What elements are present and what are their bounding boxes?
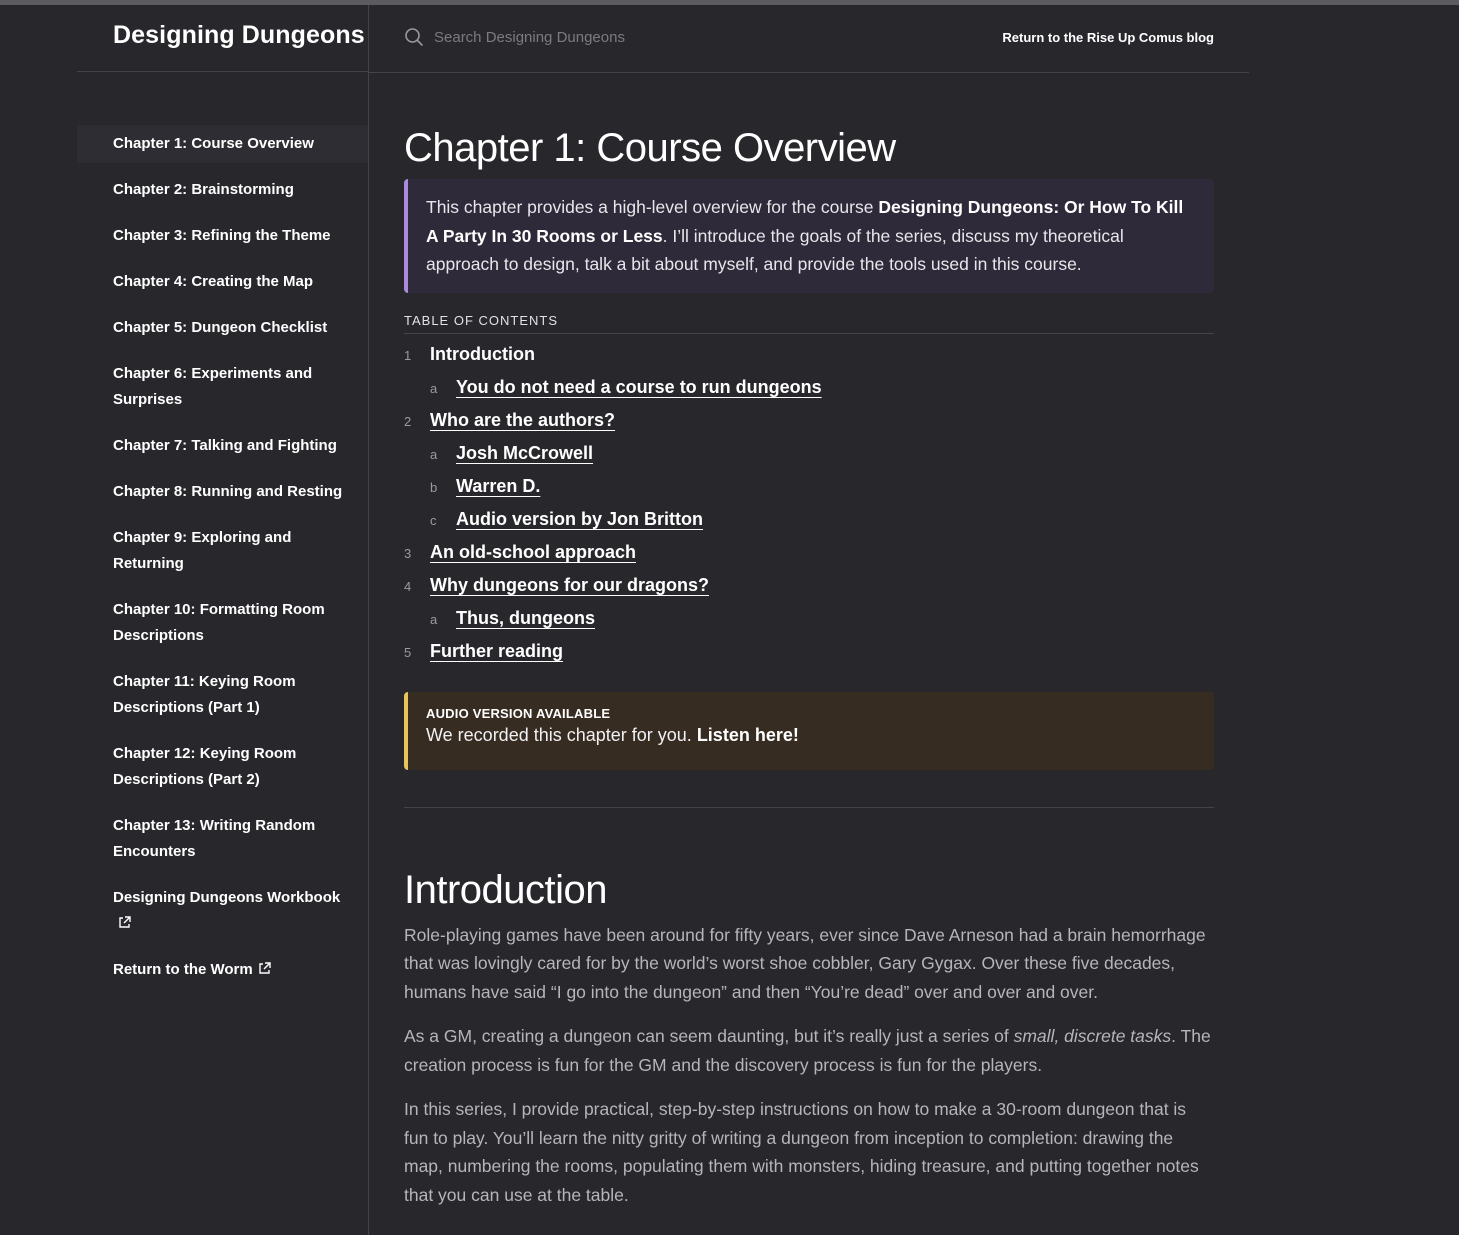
intro-text-post: . I’ll introduce the goals of the series, discuss my theoretical approach to design, talk a bit about myself, and provide the tools used in this course. (426, 225, 1124, 274)
toc-row (404, 509, 1214, 542)
toc-number: 1 (404, 347, 412, 363)
p2-post: . The creation process is fun for the GM and the discovery process is fun for the players. (404, 1026, 1211, 1075)
sidebar-item[interactable] (77, 807, 368, 871)
sidebar-item[interactable] (77, 427, 368, 465)
sidebar-item[interactable] (77, 355, 368, 419)
sidebar-item-label: Chapter 2: Brainstorming (113, 181, 294, 198)
return-to-blog-link[interactable]: Return to the Rise Up Comus blog (1002, 30, 1214, 45)
toc-link[interactable]: Warren D. (456, 475, 541, 496)
main-content (404, 120, 1214, 1209)
sidebar-item-label: Chapter 5: Dungeon Checklist (113, 319, 328, 336)
sidebar-item-label: Designing Dungeons Workbook (113, 889, 341, 906)
sidebar-item[interactable] (77, 171, 368, 209)
toc-heading: TABLE OF CONTENTS (404, 313, 1214, 334)
intro-paragraph-2 (404, 1022, 1214, 1079)
toc-link[interactable]: You do not need a course to run dungeons (456, 376, 822, 397)
top-header (369, 5, 1249, 73)
sidebar-item[interactable] (77, 735, 368, 799)
toc-link[interactable]: Who are the authors? (430, 409, 616, 430)
search-bar[interactable] (404, 27, 836, 47)
intro-paragraph-3: In this series, I provide practical, step-by-step instructions on how to make a 30-room dungeon that is fun to play. You’ll learn the nitty gritty of writing a dungeon from inception to completion: drawing the map, numbering the rooms, populating them with monsters, hiding treasure, and putting together notes that you can use at the table. (404, 1099, 1199, 1205)
toc-row (404, 575, 1214, 608)
sidebar-item-label: Chapter 6: Experiments and Surprises (113, 365, 313, 408)
intro-text-pre: This chapter provides a high-level overview for the course (426, 197, 879, 217)
sidebar-item[interactable] (77, 263, 368, 301)
toc-row (404, 608, 1214, 641)
sidebar-item-label: Chapter 3: Refining the Theme (113, 227, 331, 244)
search-input[interactable] (432, 28, 836, 47)
toc-number: a (430, 611, 438, 627)
audio-callout (404, 692, 1214, 770)
audio-text: We recorded this chapter for you. (426, 724, 697, 745)
sidebar-item[interactable] (77, 473, 368, 511)
section-title-introduction: Introduction (404, 867, 608, 912)
site-title[interactable]: Designing Dungeons (113, 21, 365, 49)
sidebar-item-label: Chapter 8: Running and Resting (113, 483, 343, 500)
sidebar-item[interactable] (77, 519, 368, 583)
search-icon (404, 27, 424, 47)
toc-link[interactable]: Thus, dungeons (456, 607, 595, 628)
page-title: Chapter 1: Course Overview (404, 126, 896, 170)
sidebar-item-label: Chapter 10: Formatting Room Descriptions (113, 601, 325, 644)
sidebar-item[interactable] (77, 125, 368, 163)
toc-row (404, 377, 1214, 410)
sidebar-item[interactable] (77, 217, 368, 255)
toc-number: a (430, 446, 438, 462)
toc-number: 3 (404, 545, 412, 561)
toc-number: 2 (404, 413, 412, 429)
sidebar-item-label: Return to the Worm (113, 961, 253, 978)
toc-link[interactable]: Josh McCrowell (456, 442, 594, 463)
sidebar-item-label: Chapter 13: Writing Random Encounters (113, 817, 316, 860)
external-link-icon (257, 961, 272, 976)
intro-callout (404, 179, 1214, 293)
audio-callout-text (426, 725, 1196, 746)
toc-row (404, 344, 1214, 377)
toc-number: 4 (404, 578, 412, 594)
sidebar-item[interactable] (77, 951, 368, 989)
listen-here-link[interactable]: Listen here! (696, 724, 799, 745)
sidebar-item-label: Chapter 4: Creating the Map (113, 273, 314, 290)
toc-link[interactable]: Audio version by Jon Britton (456, 508, 704, 529)
toc-link[interactable]: Further reading (430, 640, 564, 661)
sidebar-item-label: Chapter 7: Talking and Fighting (113, 437, 337, 454)
sidebar-item-label: Chapter 12: Keying Room Descriptions (Part 2) (113, 745, 297, 788)
toc-row (404, 476, 1214, 509)
toc-row (404, 410, 1214, 443)
p2-emphasis: small, discrete tasks (1013, 1026, 1172, 1046)
sidebar-item[interactable] (77, 591, 368, 655)
external-link-icon (117, 915, 132, 930)
sidebar-item[interactable] (77, 663, 368, 727)
section-divider (404, 807, 1214, 808)
p2-pre: As a GM, creating a dungeon can seem daunting, but it’s really just a series of (404, 1026, 1014, 1046)
toc-number: a (430, 380, 438, 396)
sidebar-divider (77, 71, 368, 72)
sidebar (77, 5, 369, 1235)
sidebar-nav (77, 125, 368, 997)
sidebar-item-label: Chapter 1: Course Overview (113, 135, 314, 152)
course-title: Designing Dungeons: Or How To Kill A Party In 30 Rooms or Less (426, 197, 1184, 246)
toc-link[interactable]: An old-school approach (430, 541, 637, 562)
toc-row (404, 542, 1214, 575)
toc-link[interactable]: Why dungeons for our dragons? (430, 574, 709, 595)
sidebar-item[interactable] (77, 879, 368, 943)
sidebar-item[interactable] (77, 309, 368, 347)
sidebar-item-label: Chapter 9: Exploring and Returning (113, 529, 292, 572)
toc-number: 5 (404, 644, 412, 660)
audio-callout-title: AUDIO VERSION AVAILABLE (426, 705, 611, 721)
toc-row (404, 641, 1214, 674)
toc-row (404, 443, 1214, 476)
toc-number: c (430, 512, 437, 528)
toc-number: b (430, 479, 438, 495)
intro-paragraph-1: Role-playing games have been around for fifty years, ever since Dave Arneson had a brain hemorrhage that was lovingly cared for by the world’s worst shoe cobbler, Gary Gygax. Over these five decades, humans have said “I go into the dungeon” and then “You’re dead” over and over and over. (404, 924, 1206, 1002)
table-of-contents (404, 344, 1214, 674)
sidebar-item-label: Chapter 11: Keying Room Descriptions (Part 1) (113, 673, 296, 716)
toc-link[interactable]: Introduction (430, 343, 535, 364)
